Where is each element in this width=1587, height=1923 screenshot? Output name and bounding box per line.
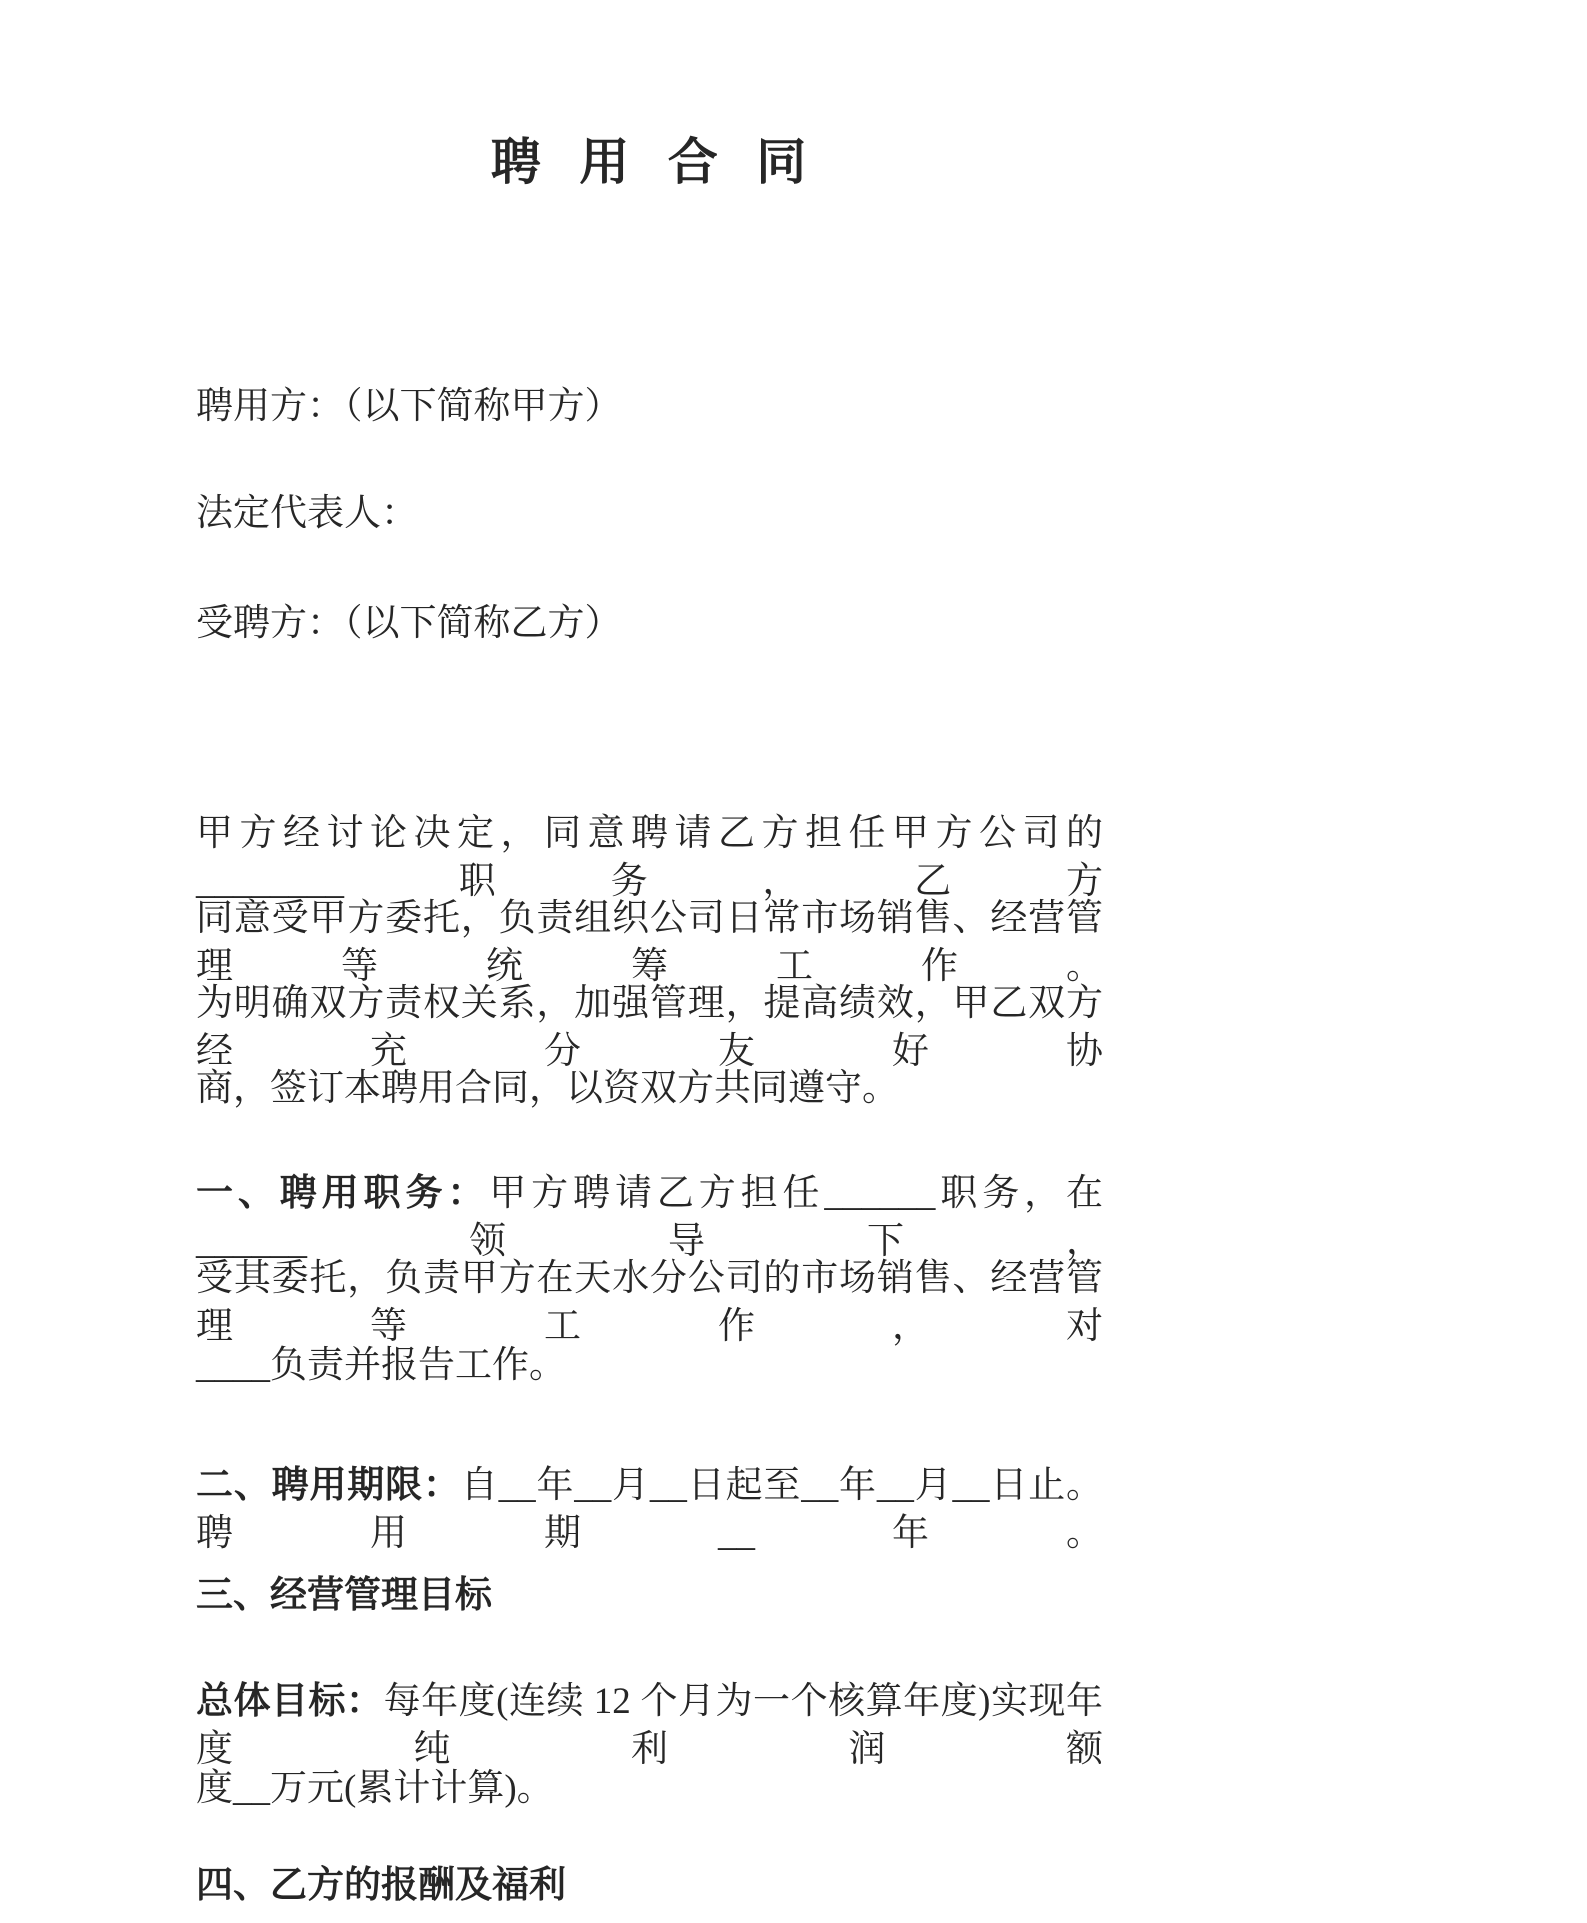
intro-paragraph-line-2: 同意受甲方委托，负责组织公司日常市场销售、经营管理等统筹工作。 [196, 898, 1103, 987]
intro-paragraph-line-1: 甲方经讨论决定，同意聘请乙方担任甲方公司的________职务，乙方 [196, 813, 1103, 902]
section2-label: 二、聘用期限： [196, 1465, 461, 1506]
section3-heading-text: 三、经营管理目标 [196, 1575, 492, 1616]
section4-heading-text: 四、乙方的报酬及福利 [196, 1865, 566, 1906]
section2-term-line [196, 1462, 1103, 1558]
goal-text: 每年度(连续 12 个月为一个核算年度)实现年度纯利润额 [196, 1681, 1103, 1770]
section1-position-line-2: 受其委托，负责甲方在天水分公司的市场销售、经营管理等工作，对 [196, 1258, 1103, 1347]
page-title: 聘 用 合 同 [490, 134, 809, 190]
legal-representative-line: 法定代表人： [196, 493, 418, 534]
intro-paragraph-line-4: 商，签订本聘用合同，以资双方共同遵守。 [196, 1068, 899, 1109]
section2-text: 自__年__月__日起至__年__月__日止。聘用期__年。 [196, 1465, 1104, 1554]
employer-line: 聘用方：（以下简称甲方） [196, 386, 622, 427]
goal-line-2: 度__万元(累计计算)。 [196, 1768, 554, 1809]
section3-heading [196, 1572, 1103, 1620]
section1-position-line-3: ____负责并报告工作。 [196, 1345, 566, 1386]
employee-line: 受聘方：（以下简称乙方） [196, 603, 622, 644]
section1-text: 甲方聘请乙方担任______职务，在______领导下， [196, 1173, 1104, 1262]
goal-label: 总体目标： [196, 1681, 384, 1722]
intro-paragraph-line-3: 为明确双方责权关系，加强管理，提高绩效，甲乙双方经充分友好协 [196, 983, 1103, 1072]
goal-line-1 [196, 1678, 1103, 1774]
section4-heading [196, 1862, 1103, 1910]
section1-label: 一、聘用职务： [196, 1173, 490, 1214]
section1-position-line-1 [196, 1170, 1103, 1266]
